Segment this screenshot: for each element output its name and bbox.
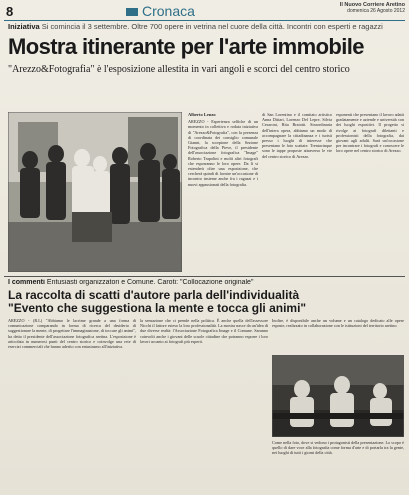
kicker-text: Si comincia il 3 settembre. Oltre 700 opere in vetrina nel cuore della città. Incontri con esperti e ragazzi (41, 22, 383, 31)
kicker-tag: Iniziativa (8, 22, 40, 31)
article-column-2: di San Lorentino e il comitato artistico Anna Dittari, Lorenzo Del Lepre, Silvia Cesaroni, Rita Braiotti. Straordinaria dell'intera opera, abbiamo un modo di accompagnare la cittadinanza e i turisti presso i luoghi di interesse che presentano le foto scattate. Trentacinque sono le tappe proposte attraverso le vie del centro storico di Arezzo. (262, 112, 332, 159)
article-kicker (8, 22, 403, 31)
second-article-column-2: la sensazione che ci prende nella politica. È anche quella dell'assessore Nicchi il fattore esteso la loro professionalità. La mostra nasce da un'idea di due diverse realtà: l'Associazione Fotografica Image e il Comune. Saranno coinvolti anche i giovani delle scuole cittadine che potranno esporre i loro lavori accanto ai fotografi più esperti. (140, 318, 268, 344)
second-kicker-tag: I commenti (8, 279, 45, 286)
article-column-3: esponenti che presentano il lavoro adatti gradatamente e aziende e università con dei luoghi espositivi. Il progetto si rivolge ai fotografi dilettanti e professionisti della fotografia, dai giovani agli adulti. Sarà un'occasione per incontrare i fotografi e conoscere le loro opere nel centro storico di Arezzo. (336, 112, 404, 154)
top-rule (4, 20, 405, 21)
masthead-date: domenica 26 Agosto 2012 (347, 8, 405, 14)
speakers-photo (272, 355, 404, 437)
main-headline: Mostra itinerante per l'arte immobile (8, 34, 364, 59)
second-article-column-3: Inoltre, è disponibile anche un volume e un catalogo dedicato alle opere esposte, realizzato in collaborazione con le istituzioni del territorio aretino. (272, 318, 404, 329)
photo-caption: Come nella foto, dove si vedono i protagonisti della presentazione. Lo scopo è quello di dare voce alla fotografia come forma d'arte e di portarla tra la gente, nei luoghi di tutti i giorni della città. (272, 440, 404, 456)
masthead-paper-name: Il Nuovo Corriere Aretino (339, 2, 405, 8)
middle-rule (4, 276, 405, 277)
section-marker (126, 8, 138, 16)
second-article-column-1: AREZZO - (R.L) "Abbiamo le lacrime grande a una forma di comunicazione comparando in forma di ricerca del desiderio di suggestionare la mente, di progettare l'immaginazione, di toccare gli animi", ha detto il presidente dell'associazione fotografica aretina. L'esposizione è articolata in numerosi punti del centro storico e coinvolge una rete di esercizi commerciali che hanno aderito con entusiasmo all'iniziativa. (8, 318, 136, 350)
column-1-text: AREZZO - Esperienza selfiche di un momento in collettiva e rodata iniziativa di "Arezzo&Fotografia", con la presenza di coordinata dei consiglio comunale Gianni, la scorpione della Sezione Fotografica della Pieve, il presidente dell'associazione fotografica "Image" Roberto Trapolini e molti altri fotografi che esporranno le loro opere. Da lì si estenderà oltre una esposizione, che cercherà quindi di fornire un'occasione di incontro insieme anche fra i ragazzi e i nuovi appassionati della fotografia. (188, 119, 258, 187)
page-number: 8 (6, 4, 14, 19)
main-subhead: "Arezzo&Fotografia" è l'esposizione allestita in vari angoli e scorci del centro storico (8, 64, 350, 75)
article-byline: Alberto Lenzo (188, 112, 216, 117)
article-column-1 (188, 112, 258, 272)
second-headline-line-2: "Evento che suggestiona la mente e tocca gli animi" (8, 301, 307, 315)
group-photo (8, 112, 182, 272)
section-title: Cronaca (142, 3, 195, 19)
second-kicker (8, 279, 403, 286)
second-headline-line-1: La raccolta di scatti d'autore parla dell'individualità (8, 288, 300, 302)
second-kicker-text: Entusiasti organizzatori e Comune. Caroti: "Collocazione originale" (46, 279, 254, 286)
masthead (273, 2, 405, 14)
